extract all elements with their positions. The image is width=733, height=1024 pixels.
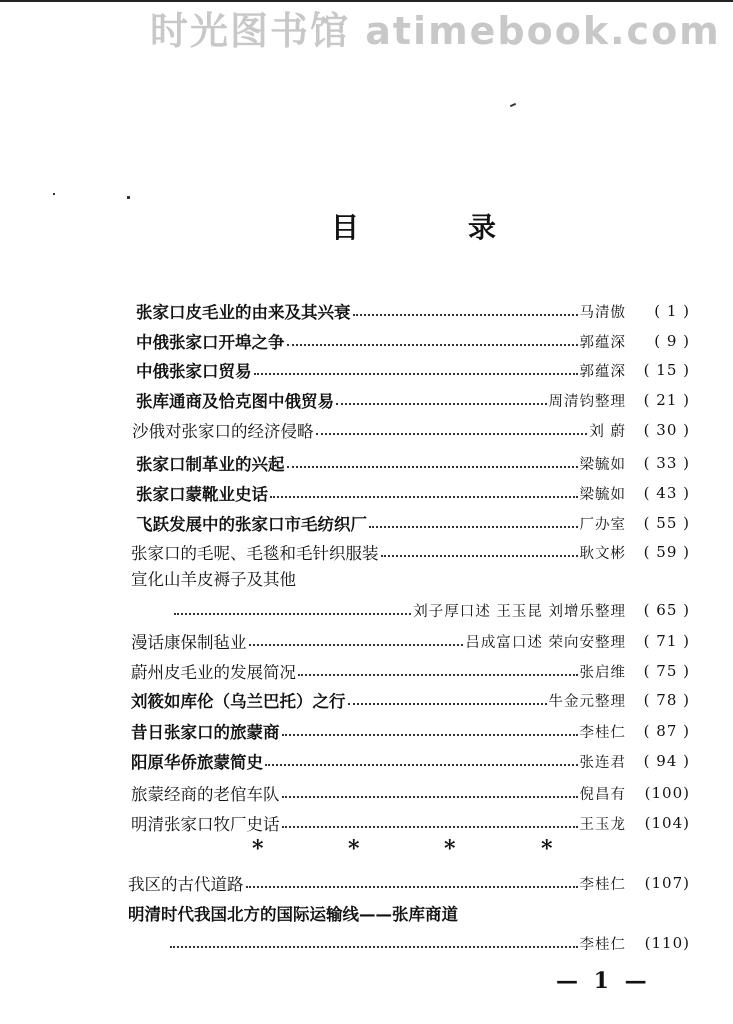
toc-entry-page: ( 15 ) bbox=[643, 361, 690, 379]
toc-entry-author: 马清傲 bbox=[579, 304, 626, 321]
toc-entry-title: 明清时代我国北方的国际运输线——张库商道 bbox=[128, 905, 458, 924]
toc-entry-title: 飞跃发展中的张家口市毛纺织厂 bbox=[136, 515, 367, 534]
toc-entry-author: 李桂仁 bbox=[579, 936, 626, 953]
toc-entry-title: 明清张家口牧厂史话 bbox=[131, 815, 280, 834]
dot-leader bbox=[287, 344, 578, 346]
toc-entry-title: 张家口的毛呢、毛毯和毛针织服装 bbox=[131, 544, 379, 563]
toc-entry bbox=[131, 716, 690, 746]
separator-asterisk: * bbox=[444, 836, 456, 862]
toc-entry-page: (107) bbox=[644, 874, 690, 892]
dot-leader bbox=[353, 314, 578, 316]
page-number: — 1 — bbox=[556, 968, 651, 994]
toc-entry-page: ( 65 ) bbox=[643, 601, 690, 619]
toc-entry bbox=[131, 626, 690, 656]
toc-entry-title: 我区的古代道路 bbox=[128, 875, 244, 894]
toc-entry-author: 郭蕴深 bbox=[579, 363, 626, 380]
toc-entry-page: ( 75 ) bbox=[643, 662, 690, 680]
watermark: 时光图书馆 atimebook.com bbox=[150, 9, 721, 53]
toc-entry bbox=[172, 595, 690, 625]
scan-speck bbox=[510, 103, 516, 107]
toc-entry-author: 张启维 bbox=[579, 664, 626, 681]
toc-entry-title: 张家口皮毛业的由来及其兴衰 bbox=[136, 303, 351, 322]
dot-leader bbox=[249, 644, 464, 646]
toc-entry-author: 王玉龙 bbox=[579, 816, 626, 833]
dot-leader bbox=[174, 613, 411, 615]
toc-entry bbox=[136, 385, 690, 415]
section-separator bbox=[0, 836, 733, 862]
toc-entry-title: 中俄张家口贸易 bbox=[136, 362, 252, 381]
toc-entry-page: ( 55 ) bbox=[643, 514, 690, 532]
toc-heading-char-2: 录 bbox=[468, 211, 497, 244]
dot-leader bbox=[282, 826, 578, 828]
dot-leader bbox=[316, 433, 588, 435]
toc-entry-page: ( 33 ) bbox=[643, 454, 690, 472]
toc-entry-author: 厂办室 bbox=[579, 516, 626, 533]
toc-entry-page: ( 87 ) bbox=[643, 722, 690, 740]
toc-entry bbox=[131, 563, 690, 593]
separator-asterisk: * bbox=[541, 836, 553, 862]
separator-asterisk: * bbox=[252, 836, 264, 862]
toc-entry-author: 梁毓如 bbox=[579, 456, 626, 473]
toc-heading bbox=[0, 206, 733, 246]
toc-entry bbox=[136, 355, 690, 385]
dot-leader bbox=[287, 466, 578, 468]
toc-entry-title: 漫话康保制毡业 bbox=[131, 633, 247, 652]
toc-entry-author: 郭蕴深 bbox=[579, 334, 626, 351]
toc-entry-page: ( 1 ) bbox=[654, 302, 690, 320]
toc-entry-page: (110) bbox=[644, 934, 690, 952]
toc-entry-author: 刘 蔚 bbox=[589, 423, 626, 440]
page-top-border bbox=[0, 0, 733, 2]
toc-entry-page: ( 78 ) bbox=[643, 691, 690, 709]
toc-entry-author: 耿文彬 bbox=[579, 545, 626, 562]
toc-entry-page: ( 43 ) bbox=[643, 484, 690, 502]
toc-entry-author: 梁毓如 bbox=[579, 486, 626, 503]
toc-entry bbox=[131, 685, 690, 715]
toc-entry-page: ( 30 ) bbox=[643, 421, 690, 439]
scan-speck bbox=[127, 196, 130, 199]
toc-entry-author: 李桂仁 bbox=[579, 876, 626, 893]
toc-entry bbox=[136, 478, 690, 508]
toc-entry-title: 沙俄对张家口的经济侵略 bbox=[132, 422, 314, 441]
toc-entry-title: 张库通商及恰克图中俄贸易 bbox=[136, 392, 334, 411]
toc-entry bbox=[136, 508, 690, 538]
toc-entry-author: 刘子厚口述 王玉昆 刘增乐整理 bbox=[413, 603, 626, 620]
toc-entry bbox=[131, 746, 690, 776]
toc-entry-page: ( 59 ) bbox=[643, 543, 690, 561]
toc-entry-title: 中俄张家口开埠之争 bbox=[136, 333, 285, 352]
dot-leader bbox=[381, 555, 578, 557]
toc-entry-title: 张家口蒙靴业史话 bbox=[136, 485, 268, 504]
dot-leader bbox=[270, 496, 578, 498]
dot-leader bbox=[369, 526, 578, 528]
toc-entry-title: 张家口制革业的兴起 bbox=[136, 455, 285, 474]
toc-entry-page: ( 71 ) bbox=[643, 632, 690, 650]
toc-entry-page: ( 94 ) bbox=[643, 752, 690, 770]
toc-entry-author: 张连君 bbox=[579, 754, 626, 771]
toc-entry-title: 蔚州皮毛业的发展简况 bbox=[131, 663, 296, 682]
dot-leader bbox=[348, 703, 547, 705]
toc-entry bbox=[168, 928, 690, 958]
dot-leader bbox=[282, 734, 578, 736]
toc-entry-author: 周清钧整理 bbox=[548, 393, 626, 410]
dot-leader bbox=[254, 373, 578, 375]
dot-leader bbox=[265, 764, 578, 766]
toc-entry-author: 牛金元整理 bbox=[548, 693, 626, 710]
toc-entry bbox=[132, 415, 690, 445]
toc-entry bbox=[131, 808, 690, 838]
toc-entry bbox=[136, 326, 690, 356]
scan-speck bbox=[53, 193, 55, 195]
toc-entry-title: 阳原华侨旅蒙简史 bbox=[131, 753, 263, 772]
toc-entry-title: 昔日张家口的旅蒙商 bbox=[131, 723, 280, 742]
dot-leader bbox=[282, 796, 578, 798]
toc-entry bbox=[131, 656, 690, 686]
dot-leader bbox=[246, 886, 578, 888]
toc-entry bbox=[128, 898, 690, 928]
dot-leader bbox=[298, 674, 578, 676]
toc-entry bbox=[128, 868, 690, 898]
toc-entry-title: 旅蒙经商的老倌车队 bbox=[131, 785, 280, 804]
toc-entry-title: 刘筱如库伦（乌兰巴托）之行 bbox=[131, 692, 346, 711]
toc-entry-author: 倪昌有 bbox=[579, 786, 626, 803]
toc-entry-page: ( 9 ) bbox=[654, 332, 690, 350]
toc-entry-page: (104) bbox=[644, 814, 690, 832]
toc-entry bbox=[136, 296, 690, 326]
toc-entry-author: 李桂仁 bbox=[579, 724, 626, 741]
toc-entry-page: (100) bbox=[644, 784, 690, 802]
toc-entry bbox=[136, 448, 690, 478]
toc-entry-title: 宣化山羊皮褥子及其他 bbox=[131, 570, 296, 589]
toc-heading-char-1: 目 bbox=[331, 211, 360, 244]
toc-entry-page: ( 21 ) bbox=[643, 391, 690, 409]
toc-entry-author: 吕成富口述 荣向安整理 bbox=[465, 634, 626, 651]
separator-asterisk: * bbox=[348, 836, 360, 862]
dot-leader bbox=[170, 946, 578, 948]
dot-leader bbox=[336, 403, 547, 405]
toc-entry bbox=[131, 778, 690, 808]
